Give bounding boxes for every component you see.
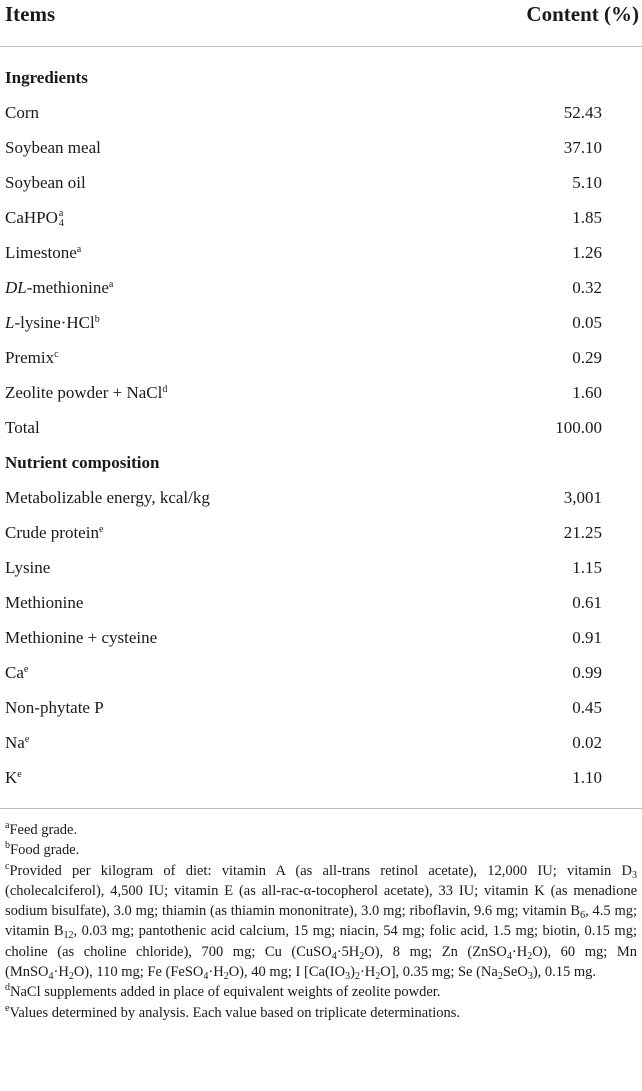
row-label: Soybean meal (5, 138, 101, 157)
table-row (0, 689, 642, 724)
row-value: 0.91 (572, 628, 602, 647)
table-row (0, 479, 642, 514)
table-row (0, 304, 642, 339)
row-value: 0.32 (572, 278, 602, 297)
items-header: Items (5, 2, 56, 26)
row-label: Total (5, 418, 40, 437)
table-header (0, 0, 642, 34)
table-row (0, 129, 642, 164)
row-label: L-lysine·HCl$^b$ (5, 313, 100, 332)
section-title: Ingredients (5, 68, 88, 87)
footnote-c: $^c$Provided per kilogram of diet: vitamin A (as all-trans retinol acetate), 12,000 IU; vitamin $D_3$ (cholecalciferol), 4,500 IU; vitamin E (as all-rac-α-tocopherol acetate), 33 IU; vitamin K (as menadione sodium bisulfate), 3.0 mg; thiamin (as thiamin mononitrate), 3.0 mg; riboflavin, 9.6 mg; vitamin $B_6$, 4.5 mg; vitamin $B_{12}$, 0.03 mg; pantothenic acid calcium, 15 mg; niacin, 54 mg; folic acid, 1.5 mg; biotin, 0.15 mg; choline (as choline chloride), 700 mg; Cu $(CuSO_4\cdot 5H_2O)$, 8 mg; Zn $(ZnSO_4\cdot H_2O)$, 60 mg; Mn $(MnSO_4\cdot H_2O)$, 110 mg; Fe $(FeSO_4\cdot H_2O)$, 40 mg; I $[Ca(IO_3)_2\cdot H_2O]$, 0.35 mg; Se $(Na_2SeO_3)$, 0.15 mg. (5, 860, 638, 983)
table-row (0, 514, 642, 549)
table-bottom-divider (0, 808, 642, 809)
table-row (0, 409, 642, 444)
table-row (0, 584, 642, 619)
footnotes (5, 820, 637, 1023)
section-ingredients (0, 59, 642, 94)
row-value: 1.15 (572, 558, 602, 577)
row-value: 1.10 (572, 768, 602, 787)
table-row (0, 164, 642, 199)
row-label: Methionine + cysteine (5, 628, 158, 647)
table-row (0, 234, 642, 269)
footnote-b: $^b$Food grade. (5, 840, 80, 859)
footnote-mark: e (98, 524, 104, 535)
row-sub-sup: a 4 (58, 208, 64, 229)
content-header: Content (%) (526, 2, 639, 26)
section-nutrients (0, 444, 642, 479)
row-value: 1.60 (572, 383, 602, 402)
footnote-mark: e (24, 734, 30, 745)
table-row (0, 374, 642, 409)
row-label: Premix$^c$ (5, 348, 59, 367)
footnote-d: $^d$NaCl supplements added in place of equivalent weights of zeolite powder. (5, 982, 441, 1001)
table-row (0, 759, 642, 794)
footnote-mark: c (54, 349, 59, 360)
row-label: Soybean oil (5, 173, 86, 192)
table-row (0, 199, 642, 234)
row-value: 21.25 (563, 523, 602, 542)
row-label: Limestone$^a$ (5, 243, 82, 262)
table-row (0, 619, 642, 654)
row-label: Corn (5, 103, 39, 122)
row-label: CaHPO a 4 (5, 208, 64, 229)
table-row (0, 724, 642, 759)
row-label: Zeolite powder + NaCl$^d$ (5, 383, 168, 402)
footnote-mark: a (108, 279, 114, 290)
row-label: Metabolizable energy, kcal/kg (5, 488, 210, 507)
table-row (0, 269, 642, 304)
row-value: 37.10 (563, 138, 602, 157)
table-row (0, 94, 642, 129)
footnote-mark: e (23, 664, 29, 675)
header-divider (0, 46, 642, 47)
row-value: 0.45 (572, 698, 602, 717)
footnote-a: $^a$Feed grade. (5, 820, 78, 838)
row-label: DL-methionine$^a$ (5, 278, 114, 297)
row-label: $K^e$ (5, 768, 22, 787)
row-label: Crude protein$^e$ (5, 523, 104, 542)
row-value: 0.99 (572, 663, 602, 682)
footnote-mark: d (162, 384, 168, 395)
row-label: Ca$^e$ (5, 663, 29, 682)
table-row (0, 549, 642, 584)
row-label: Na$^e$ (5, 733, 30, 752)
row-label: Methionine (5, 593, 84, 612)
row-value: 3,001 (563, 488, 602, 507)
row-value: 0.05 (572, 313, 602, 332)
row-value: 0.02 (572, 733, 602, 752)
row-value: 0.29 (572, 348, 602, 367)
section-title: Nutrient composition (5, 453, 160, 472)
row-label: Lysine (5, 558, 51, 577)
row-value: 5.10 (572, 173, 602, 192)
row-label: Non-phytate P (5, 698, 104, 717)
row-value: 1.85 (572, 208, 602, 227)
row-value: 1.26 (572, 243, 602, 262)
table-row (0, 339, 642, 374)
row-value: 0.61 (572, 593, 602, 612)
row-value: 100.00 (555, 418, 602, 437)
footnote-mark: a (76, 244, 82, 255)
row-value: 52.43 (563, 103, 602, 122)
footnote-mark: b (94, 314, 100, 325)
footnote-mark: e (17, 769, 22, 780)
table-row (0, 654, 642, 689)
footnote-e: $^e$Values determined by analysis. Each value based on triplicate determinations. (5, 1002, 461, 1021)
